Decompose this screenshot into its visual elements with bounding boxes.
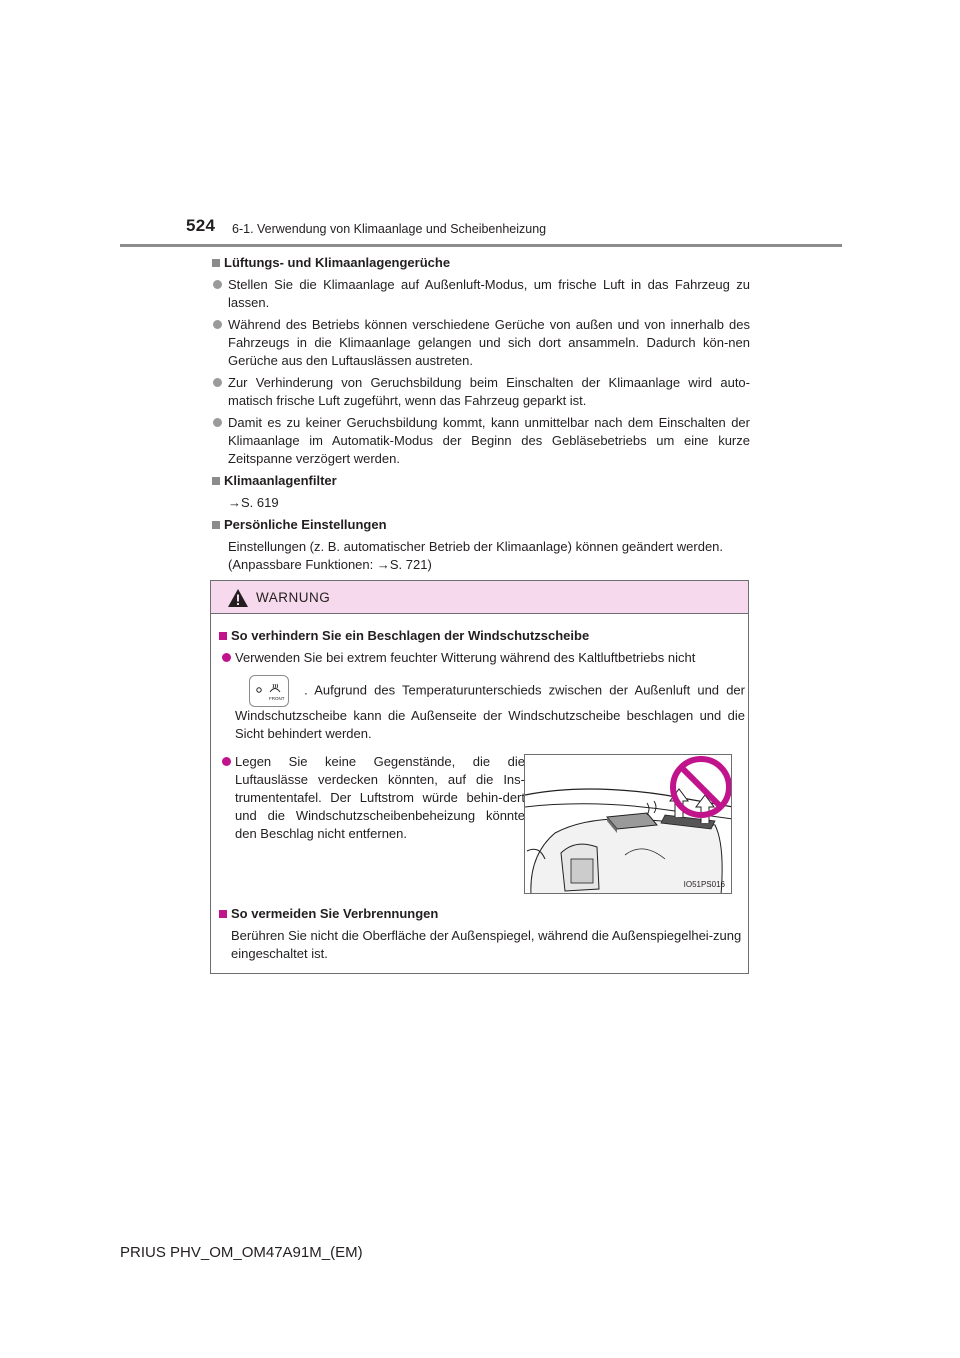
- chapter-title: 6-1. Verwendung von Klimaanlage und Scheibenheizung: [232, 222, 547, 236]
- warning-fog-inline-wrap: [235, 675, 745, 743]
- warning-burns-block: [219, 905, 745, 963]
- page-reference-link[interactable]: →S. 619: [228, 495, 279, 510]
- list-item: Damit es zu keiner Geruchsbildung kommt, kann unmittelbar nach dem Einschalten der Klimaanlage im Automatik-Modus der Beginn des Gebläsebetriebs um eine kurze Zeitspanne verzögert werden.: [212, 414, 750, 468]
- warning-fog-text-part1: Verwenden Sie bei extrem feuchter Witterung während des Kaltluftbetriebs nicht: [235, 650, 696, 665]
- dashboard-illustration: [524, 754, 732, 894]
- page-number: 524: [186, 216, 216, 235]
- figure-code: IO51PS016: [683, 880, 725, 889]
- section-title-filter: Klimaanlagenfilter: [212, 472, 750, 490]
- personal-settings-text: [212, 538, 750, 574]
- list-item: Legen Sie keine Gegenstände, die die Luftauslässe verdecken könnten, auf die Ins-trumententafel. Der Luftstrom würde behin-dert und die Windschutzscheibenbeheizung könnte den Beschlag nicht entfernen.: [219, 753, 525, 843]
- header-divider: [120, 244, 842, 247]
- dashboard-drawing: [525, 755, 732, 894]
- list-item: Stellen Sie die Klimaanlage auf Außenluft-Modus, um frische Luft in das Fahrzeug zu lassen.: [212, 276, 750, 312]
- warning-section-title-fog: So verhindern Sie ein Beschlagen der Windschutzscheibe: [219, 627, 745, 645]
- warning-fog-text-part2: . Aufgrund des Temperaturunterschieds zwischen der Außenluft und der Windschutzscheibe kann die Außenseite der Windschutzscheibe beschlagen und die Sicht behindert werden.: [235, 682, 745, 741]
- section-title-personal: Persönliche Einstellungen: [212, 516, 750, 534]
- warning-triangle-icon: [227, 588, 249, 608]
- warning-title: WARNUNG: [256, 590, 331, 605]
- footer-doc-id: PRIUS PHV_OM_OM47A91M_(EM): [120, 1244, 363, 1261]
- personal-settings-line1: Einstellungen (z. B. automatischer Betrieb der Klimaanlage) können geändert werden.: [228, 539, 724, 554]
- front-defroster-button-icon: [249, 675, 289, 707]
- front-button-label: FRONT: [269, 696, 285, 701]
- warning-header: [211, 581, 748, 614]
- list-item: [219, 649, 745, 743]
- section-title-odors: Lüftungs- und Klimaanlagengerüche: [212, 254, 750, 272]
- personal-settings-line2: (Anpassbare Funktionen: →S. 721): [228, 557, 432, 572]
- main-content: [212, 254, 750, 574]
- warning-section-title-burns: So vermeiden Sie Verbrennungen: [219, 905, 745, 923]
- warning-burns-text: Berühren Sie nicht die Oberfläche der Außenspiegel, während die Außenspiegelhei-zung eingeschaltet ist.: [231, 928, 742, 961]
- list-item: Während des Betriebs können verschiedene Gerüche von außen und von innerhalb des Fahrzeugs in die Klimaanlage gelangen und sich dort ansammeln. Dadurch kön-nen Gerüche aus den Luftauslässen austreten.: [212, 316, 750, 370]
- list-item: Zur Verhinderung von Geruchsbildung beim Einschalten der Klimaanlage wird auto-matisch frische Luft zugeführt, wenn das Fahrzeug geparkt ist.: [212, 374, 750, 410]
